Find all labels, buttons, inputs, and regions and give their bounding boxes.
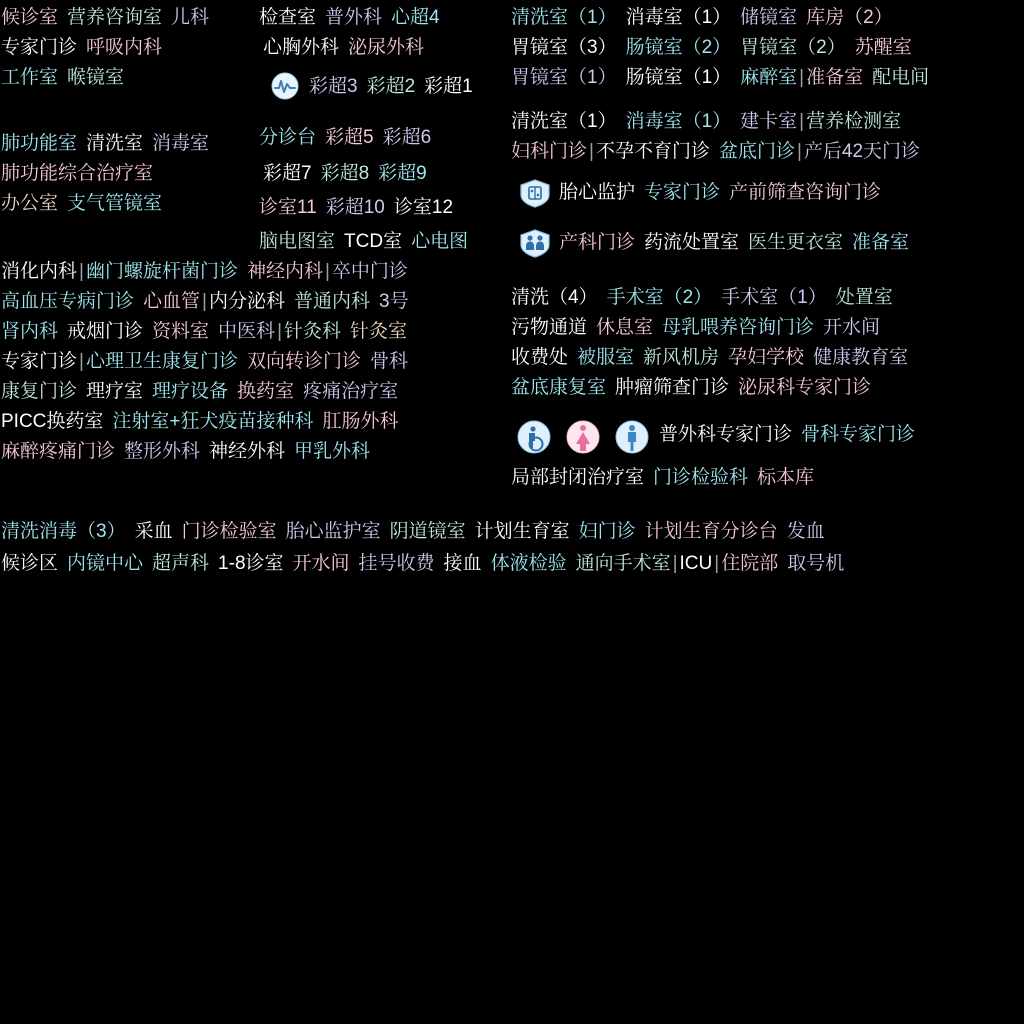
room-label: 营养检测室: [806, 111, 902, 133]
label-row: [0, 38, 163, 57]
label-row: [510, 8, 894, 27]
room-label: 清洗（4）: [511, 287, 598, 309]
label-row: [510, 378, 872, 397]
room-label: 接血: [443, 553, 482, 575]
label-row: [510, 288, 894, 307]
label-row: [510, 68, 930, 87]
room-label: 健康教育室: [813, 347, 909, 369]
label-row: [512, 420, 916, 448]
room-label: 戒烟门诊: [67, 321, 144, 343]
room-label: 整形外科: [124, 441, 201, 463]
ecg-wave-icon: [266, 72, 304, 100]
room-label: 换药室: [237, 381, 295, 403]
room-label: 库房（2）: [806, 7, 893, 29]
room-label: 彩超10: [325, 197, 385, 219]
room-label: 呼吸内科: [86, 37, 163, 59]
room-label: 体液检验: [490, 553, 567, 575]
room-label: 处置室: [835, 287, 893, 309]
room-label: 彩超7: [263, 163, 312, 185]
room-label: 产前筛查咨询门诊: [729, 181, 882, 203]
room-label: 医生更衣室: [748, 231, 844, 253]
room-label: 彩超1: [424, 75, 473, 97]
room-label: 手术室（1）: [721, 287, 827, 309]
room-label: 内分泌科: [208, 291, 285, 313]
room-label: 骨科: [369, 351, 408, 373]
label-row: [258, 232, 469, 251]
room-label: 消毒室（1）: [625, 111, 732, 133]
room-label: 计划生育分诊台: [644, 521, 778, 543]
room-label: 专家门诊: [644, 181, 721, 203]
label-row: [0, 322, 408, 341]
room-label: 工作室: [1, 67, 59, 89]
divider: |: [799, 111, 805, 133]
room-label: 高血压专病门诊: [1, 291, 135, 313]
room-label: 普通内科: [293, 291, 370, 313]
room-label: 门诊检验科: [653, 467, 749, 489]
room-label: 污物通道: [511, 317, 588, 339]
label-row: [510, 38, 913, 57]
room-label: 专家门诊: [1, 351, 78, 373]
room-label: 休息室: [596, 317, 654, 339]
room-label: 专家门诊: [1, 37, 78, 59]
room-label: 清洗消毒（3）: [1, 521, 126, 543]
room-label: 妇科门诊: [511, 141, 588, 163]
label-row: [258, 128, 432, 147]
divider: |: [79, 351, 84, 373]
divider: |: [202, 291, 207, 313]
divider: |: [324, 261, 330, 283]
label-row: [512, 228, 910, 256]
label-row: [262, 38, 425, 57]
room-label: 分诊台: [259, 127, 317, 149]
room-label: 药流处置室: [644, 231, 740, 253]
room-label: 心胸外科: [263, 37, 340, 59]
room-label: 支气管镜室: [67, 193, 163, 215]
room-label: 3号: [379, 291, 409, 313]
room-label: 消毒室（1）: [625, 7, 732, 29]
room-label: 盆底康复室: [511, 377, 607, 399]
room-label: 幽门螺旋杆菌门诊: [85, 261, 238, 283]
label-row: [0, 194, 163, 213]
room-label: 普外科专家门诊: [659, 423, 793, 445]
room-label: 胎心监护室: [285, 521, 381, 543]
room-label: 挂号收费: [358, 553, 435, 575]
room-label: 针灸室: [350, 321, 408, 343]
room-label: 胃镜室（3）: [511, 37, 617, 59]
room-label: 理疗室: [86, 381, 144, 403]
room-label: 心电图: [411, 231, 469, 253]
room-label: 理疗设备: [152, 381, 229, 403]
room-label: 麻醉疼痛门诊: [1, 441, 116, 463]
label-row: [510, 112, 902, 131]
room-label: 神经外科: [209, 441, 286, 463]
room-label: 消化内科: [1, 261, 78, 283]
label-row: [0, 134, 210, 153]
room-label: 肾内科: [1, 321, 59, 343]
room-label: 清洗室（1）: [511, 111, 617, 133]
room-label: 彩超3: [309, 75, 358, 97]
room-label: 彩超5: [325, 127, 374, 149]
label-row: [0, 164, 154, 183]
room-label: 喉镜室: [67, 67, 125, 89]
room-label: 候诊室: [1, 7, 59, 29]
room-label: 门诊检验室: [181, 521, 277, 543]
room-label: 彩超8: [320, 163, 370, 185]
room-label: 诊室11: [259, 197, 317, 219]
room-label: 母乳喂养咨询门诊: [662, 317, 815, 339]
room-label: 住院部: [721, 553, 779, 575]
room-label: 普外科: [325, 7, 383, 29]
room-label: 阴道镜室: [389, 521, 466, 543]
label-row: [262, 164, 428, 183]
room-label: 新风机房: [643, 347, 720, 369]
room-label: TCD室: [344, 231, 403, 253]
room-label: 产后42天门诊: [803, 141, 921, 163]
room-label: 检查室: [259, 7, 317, 29]
room-label: 1-8诊室: [218, 553, 284, 575]
room-label: 资料室: [152, 321, 210, 343]
label-row: [0, 352, 409, 371]
room-label: 配电间: [872, 67, 930, 89]
room-label: 取号机: [787, 553, 845, 575]
room-label: 通向手术室: [575, 553, 671, 575]
room-label: 不孕不育门诊: [595, 141, 710, 163]
room-label: 针灸科: [284, 321, 342, 343]
room-label: 营养咨询室: [67, 7, 163, 29]
room-label: 肛肠外科: [322, 411, 399, 433]
room-label: ICU: [679, 553, 713, 575]
room-label: 泌尿科专家门诊: [738, 377, 872, 399]
room-label: 准备室: [852, 231, 910, 253]
label-row: [0, 68, 125, 87]
room-label: 康复门诊: [1, 381, 78, 403]
room-label: 盆底门诊: [718, 141, 795, 163]
family-icon: [516, 228, 554, 256]
room-label: 诊室12: [393, 197, 454, 219]
divider: |: [79, 261, 84, 283]
room-label: 心理卫生康复门诊: [85, 351, 238, 373]
room-label: 胎心监护: [559, 181, 636, 203]
room-label: 局部封闭治疗室: [511, 467, 645, 489]
room-label: 肠镜室（1）: [625, 67, 732, 89]
room-label: 手术室（2）: [606, 287, 713, 309]
room-label: 彩超2: [366, 75, 416, 97]
room-label: 清洗室: [86, 133, 144, 155]
fetal-monitor-icon: [516, 178, 554, 206]
room-label: 彩超6: [382, 127, 432, 149]
room-label: 疼痛治疗室: [303, 381, 399, 403]
room-label: 发血: [786, 521, 825, 543]
room-label: 心血管: [143, 291, 201, 313]
room-label: 内镜中心: [67, 553, 144, 575]
room-label: 儿科: [171, 7, 210, 29]
room-label: 麻醉室: [740, 67, 798, 89]
room-label: 妇门诊: [578, 521, 636, 543]
room-label: 肠镜室（2）: [625, 37, 732, 59]
label-row: [510, 142, 921, 161]
divider: |: [672, 553, 678, 575]
label-row: [0, 8, 210, 27]
room-label: 开水间: [292, 553, 350, 575]
room-label: 储镜室: [740, 7, 798, 29]
label-row: [0, 554, 845, 573]
label-row: [0, 522, 826, 541]
label-row: [0, 412, 400, 431]
room-label: 脑电图室: [259, 231, 336, 253]
room-label: 双向转诊门诊: [246, 351, 361, 373]
divider: |: [796, 141, 802, 163]
room-label: 产科门诊: [559, 231, 636, 253]
divider: |: [589, 141, 594, 163]
room-label: 建卡室: [740, 111, 798, 133]
room-label: 胃镜室（2）: [740, 37, 846, 59]
room-label: 开水间: [823, 317, 881, 339]
room-label: 肺功能综合治疗室: [1, 163, 154, 185]
room-label: 采血: [134, 521, 173, 543]
room-label: 准备室: [806, 67, 864, 89]
label-row: [262, 72, 474, 100]
room-label: 办公室: [1, 193, 59, 215]
room-label: 中医科: [218, 321, 276, 343]
room-label: 卒中门诊: [331, 261, 408, 283]
room-label: 注射室+狂犬疫苗接种科: [112, 411, 314, 433]
room-label: 肺功能室: [1, 133, 78, 155]
label-row: [258, 198, 454, 217]
room-label: 候诊区: [1, 553, 59, 575]
room-label: 胃镜室（1）: [511, 67, 617, 89]
room-label: 超声科: [152, 553, 210, 575]
label-row: [0, 382, 399, 401]
divider: |: [714, 553, 720, 575]
room-label: 神经内科: [246, 261, 323, 283]
label-row: [0, 262, 409, 281]
room-label: 甲乳外科: [294, 441, 371, 463]
room-label: 彩超9: [378, 163, 427, 185]
room-label: 收费处: [511, 347, 569, 369]
room-label: 苏醒室: [854, 37, 912, 59]
label-row: [510, 348, 909, 367]
restroom-trio-icon: [516, 420, 654, 448]
label-row: [510, 468, 815, 487]
room-label: 孕妇学校: [728, 347, 805, 369]
label-row: [0, 442, 371, 461]
label-row: [258, 8, 441, 27]
room-label: PICC换药室: [1, 411, 104, 433]
room-label: 清洗室（1）: [511, 7, 617, 29]
room-label: 消毒室: [152, 133, 210, 155]
room-label: 标本库: [757, 467, 815, 489]
label-row: [512, 178, 882, 206]
room-label: 骨科专家门诊: [801, 423, 916, 445]
room-label: 泌尿外科: [348, 37, 425, 59]
room-label: 计划生育室: [474, 521, 570, 543]
room-label: 肿瘤筛查门诊: [615, 377, 730, 399]
divider: |: [277, 321, 282, 343]
label-row: [0, 292, 410, 311]
room-label: 被服室: [577, 347, 635, 369]
divider: |: [799, 67, 805, 89]
room-label: 心超4: [391, 7, 440, 29]
label-row: [510, 318, 881, 337]
